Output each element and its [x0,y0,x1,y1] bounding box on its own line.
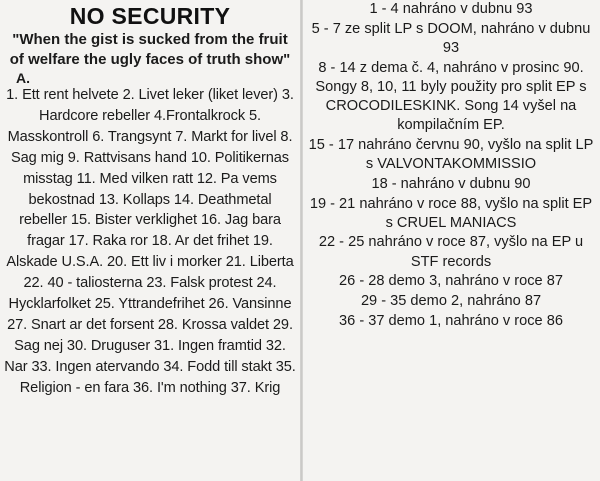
fold-line [300,0,303,481]
side-marker: A. [16,70,30,86]
recording-note: 5 - 7 ze split LP s DOOM, nahráno v dubnu 93 [311,20,591,56]
recording-note: 26 - 28 demo 3, nahráno v roce 87 [339,273,563,290]
recording-note: 15 - 17 nahráno červnu 90, vyšlo na split LP s VALVONTAKOMMISSIO [308,136,594,173]
recording-note: 18 - nahráno v dubnu 90 [371,175,531,192]
album-tagline: "When the gist is sucked from the fruit of welfare the ugly faces of truth show" [9,31,291,68]
recording-note: 29 - 35 demo 2, nahráno 87 [360,293,542,310]
recording-notes [306,0,596,331]
right-panel [304,0,598,481]
tracklist: 1. Ett rent helvete 2. Livet leker (liket lever) 3. Hardcore rebeller 4.Frontalkrock 5. Masskontroll 6. Trangsynt 7. Markt for livel 8. Sag mig 9. Rattvisans hand 10. Politikernas misstag 11. Med vilken ratt 12. Pa vems bekostnad 13. Kollaps 14. Deathmetal rebeller 15. Bister verklighet 16. Jag bara fragar 17. Raka ror 18. Ar det frihet 19. Alskade U.S.A. 20. Ett liv i morker 21. Liberta 22. 40 - taliosterna 23. Falsk protest 24. Hycklarfolket 25. Yttrandefrihet 26. Vansinne 27. Snart ar det forsent 28. Krossa valdet 29. Sag nej 30. Druguser 31. Ingen framtid 32. Nar 33. Ingen atervando 34. Fodd till stakt 35. Religion - en fara 36. I'm nothing 37. Krig [4,87,296,396]
recording-note: 1 - 4 nahráno v dubnu 93 [369,1,533,17]
band-title: NO SECURITY [69,3,231,29]
recording-note: 19 - 21 nahráno v roce 88, vyšlo na split EP s CRUEL MANIACS [309,195,593,231]
recording-note: 8 - 14 z dema č. 4, nahráno v prosinc 90. Songy 8, 10, 11 byly použity pro split EP s CROCODILESKINK. Song 14 vyšel na kompilačním EP. [315,59,587,134]
recording-note: 22 - 25 nahráno v roce 87, vyšlo na EP u STF records [318,234,584,270]
recording-note: 36 - 37 demo 1, nahráno v roce 86 [339,312,563,329]
